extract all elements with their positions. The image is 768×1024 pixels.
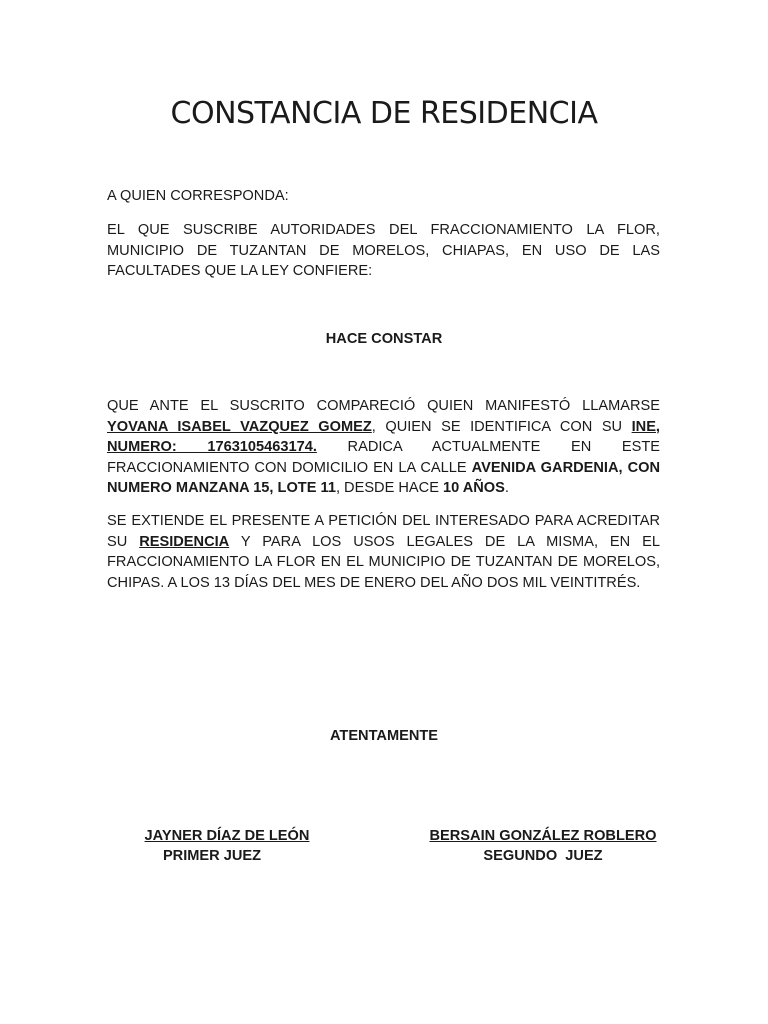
signature-role-1: PRIMER JUEZ (162, 848, 262, 864)
signature-name-2: BERSAIN GONZÁLEZ ROBLERO (429, 828, 657, 844)
signature-block-1 (141, 826, 313, 866)
signature-name-1: JAYNER DÍAZ DE LEÓN (144, 828, 310, 844)
body1-text-2: , QUIEN SE IDENTIFICA CON SU (371, 418, 632, 435)
intro-paragraph: EL QUE SUSCRIBE AUTORIDADES DEL FRACCIONAMIENTO LA FLOR, MUNICIPIO DE TUZANTAN DE MORELOS, CHIAPAS, EN USO DE LAS FACULTADES QUE LA LEY CONFIERE: (107, 222, 660, 280)
signature-block-2 (426, 826, 660, 866)
person-name: YOVANA ISABEL VAZQUEZ GOMEZ (107, 418, 372, 435)
body1-text-4: , DESDE HACE (335, 480, 443, 497)
body-paragraph-1 (107, 396, 660, 499)
signature-role-2: SEGUNDO JUEZ (483, 848, 603, 864)
body1-text-1: QUE ANTE EL SUSCRITO COMPARECIÓ QUIEN MANIFESTÓ LLAMARSE (107, 398, 660, 414)
salutation: A QUIEN CORRESPONDA: (107, 188, 289, 204)
body2-text-2: Y PARA LOS USOS LEGALES DE LA MISMA, EN EL FRACCIONAMIENTO LA FLOR EN EL MUNICIPIO DE TUZANTAN DE MORELOS, CHIPAS. A LOS 13 DÍAS DEL MES DE ENERO DEL AÑO DOS MIL VEINTITRÉS. (107, 533, 660, 591)
body2-text-1: SE EXTIENDE EL PRESENTE A PETICIÓN DEL INTERESADO PARA ACREDITAR SU (107, 513, 660, 550)
hace-constar-heading: HACE CONSTAR (325, 331, 443, 347)
body1-text-3: RADICA ACTUALMENTE EN ESTE FRACCIONAMIENTO CON DOMICILIO EN LA CALLE (107, 439, 661, 476)
body1-text-5: . (504, 480, 509, 497)
closing-atentamente: ATENTAMENTE (329, 728, 439, 744)
address: AVENIDA GARDENIA, CON NUMERO MANZANA 15, LOTE 11 (107, 459, 660, 497)
years-of-residence: 10 AÑOS (442, 480, 505, 497)
ine-number: INE, NUMERO: 1763105463174. (107, 418, 660, 456)
residencia-keyword: RESIDENCIA (139, 533, 230, 550)
body-paragraph-2 (107, 511, 660, 593)
document-title: CONSTANCIA DE RESIDENCIA (170, 96, 598, 131)
